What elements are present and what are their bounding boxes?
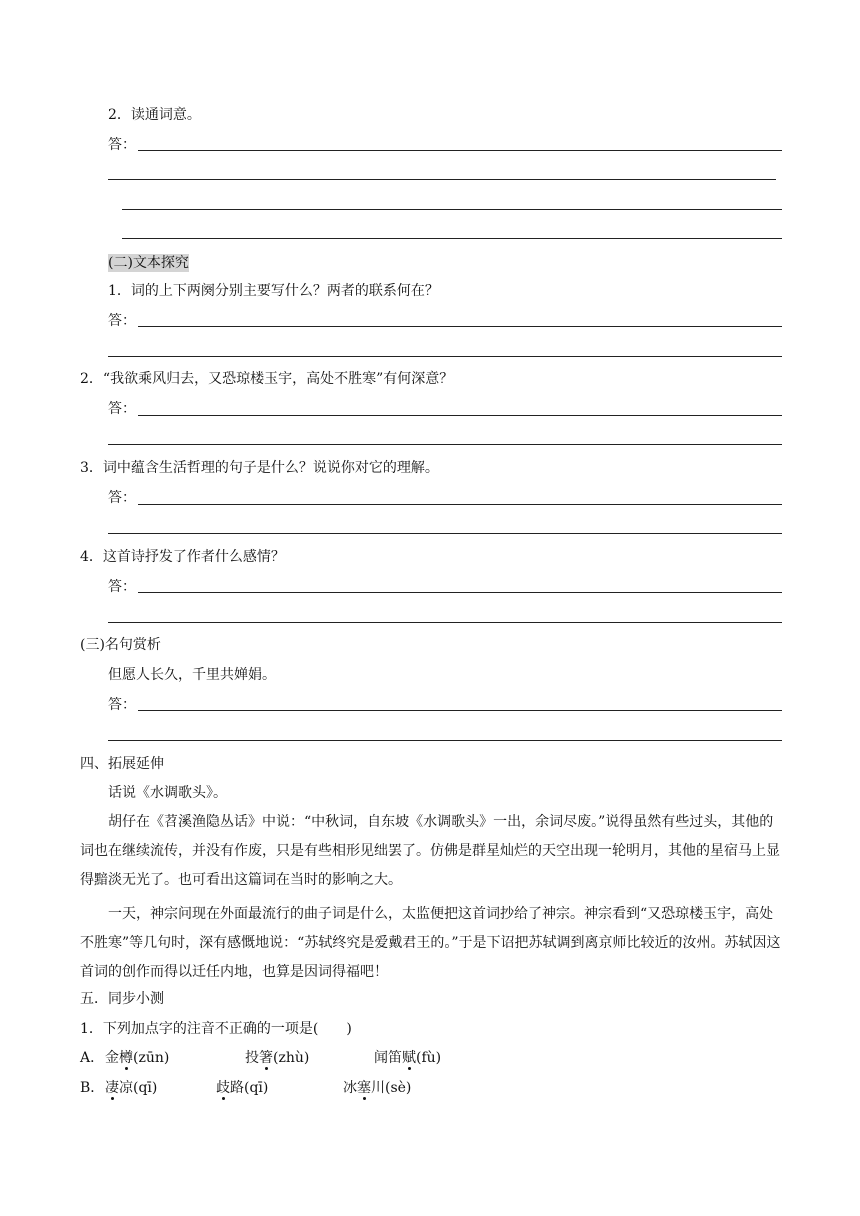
option-b-item: 歧路(qī) (216, 1080, 269, 1096)
answer-line[interactable] (138, 592, 782, 593)
question-1: 1．词的上下两阕分别主要写什么？两者的联系何在？ (108, 283, 439, 299)
option-a-item: 金樽(zūn) (105, 1050, 170, 1066)
answer-line[interactable] (108, 533, 782, 534)
answer-line[interactable] (108, 179, 776, 180)
section-heading-famous-lines: (三)名句赏析 (80, 637, 161, 653)
option-a-label: A． (80, 1050, 105, 1066)
answer-line[interactable] (122, 238, 782, 239)
answer-line[interactable] (138, 415, 782, 416)
answer-line[interactable] (122, 209, 782, 210)
answer-line[interactable] (108, 444, 782, 445)
section-heading-text-inquiry: (二)文本探究 (108, 255, 189, 271)
answer-label: 答： (108, 490, 136, 506)
question-3: 3．词中蕴含生活哲理的句子是什么？说说你对它的理解。 (80, 460, 439, 476)
section-heading-quiz: 五．同步小测 (80, 991, 164, 1007)
answer-line[interactable] (108, 356, 782, 357)
quiz-question-1: 1．下列加点字的注音不正确的一项是( ) (80, 1021, 352, 1037)
question-read-meaning: 2．读通词意。 (108, 107, 201, 123)
answer-label: 答： (108, 697, 136, 713)
answer-line[interactable] (138, 150, 782, 151)
answer-line[interactable] (138, 326, 782, 327)
answer-label: 答： (108, 313, 136, 329)
extension-paragraph-1: 胡仔在《苕溪渔隐丛话》中说：“中秋词，自东坡《水调歌头》一出，余词尽废。”说得虽然有些过头，其他的词也在继续流传，并没有作废，只是有些相形见绌罢了。仿佛是群星灿烂的天空出现一轮明月，其他的星宿马上显得黯淡无光了。也可看出这篇词在当时的影响之大。 (80, 814, 780, 888)
option-b-item: 冰塞川(sè) (343, 1080, 412, 1096)
question-4: 4．这首诗抒发了作者什么感情？ (80, 549, 285, 565)
question-2: 2．“我欲乘风归去，又恐琼楼玉宇，高处不胜寒”有何深意？ (80, 371, 454, 387)
option-b-label: B． (80, 1080, 105, 1096)
answer-line[interactable] (138, 504, 782, 505)
answer-line[interactable] (108, 740, 782, 741)
answer-line[interactable] (138, 710, 782, 711)
answer-label: 答： (108, 579, 136, 595)
famous-quote: 但愿人长久，千里共婵娟。 (108, 667, 276, 683)
section-heading-extension: 四、拓展延伸 (80, 756, 164, 772)
option-a-item: 投箸(zhù) (245, 1050, 310, 1066)
extension-intro: 话说《水调歌头》。 (108, 785, 227, 801)
extension-paragraph-2: 一天，神宗问现在外面最流行的曲子词是什么，太监便把这首词抄给了神宗。神宗看到“又恐琼楼玉宇，高处不胜寒”等几句时，深有感慨地说：“苏轼终究是爱戴君王的。”于是下诏把苏轼调到离京师比较近的汝州。苏轼因这首词的创作而得以迁任内地，也算是因词得福吧！ (80, 906, 781, 980)
answer-label: 答： (108, 401, 136, 417)
option-b-item: 凄凉(qī) (105, 1080, 158, 1096)
answer-label: 答： (108, 137, 136, 153)
option-a-item: 闻笛赋(fù) (374, 1050, 442, 1066)
answer-line[interactable] (108, 622, 782, 623)
